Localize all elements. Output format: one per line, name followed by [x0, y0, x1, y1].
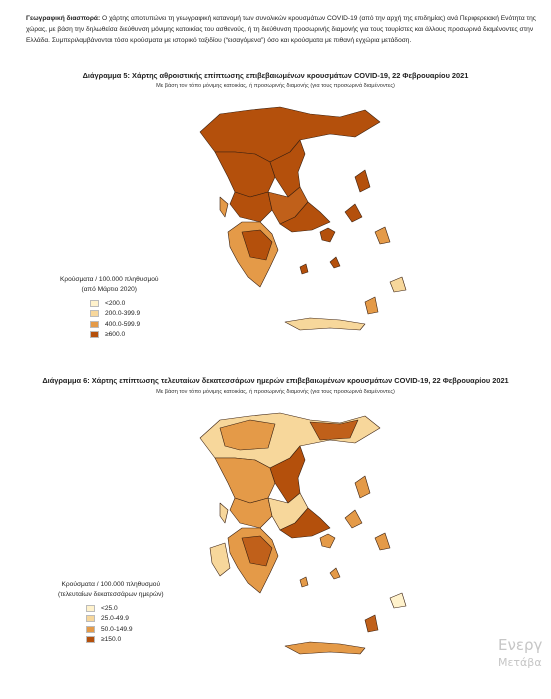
map-region [320, 534, 335, 548]
intro-paragraph [26, 14, 546, 46]
map-region [330, 568, 340, 579]
activation-watermark [498, 636, 542, 671]
map-region [320, 228, 335, 242]
figure6-legend [58, 580, 164, 645]
map-region [230, 192, 272, 222]
map-region [220, 197, 228, 217]
map-region [355, 476, 370, 498]
legend-title: Κρούσματα / 100.000 πληθυσμού [60, 276, 159, 283]
map-region [365, 297, 378, 314]
greece-map-cumulative [180, 92, 420, 332]
intro-text: Ο χάρτης αποτυπώνει τη γεωγραφική κατανομή των συνολικών κρουσμάτων COVID-19 (από την αρχή της επιδημίας) ανά Περιφερειακή Ενότητα της χώρας, με βάση την δηλωθείσα διεύθυνση μόνιμης κατοικίας του ασθενούς, ή τη διεύθυνση προσωρινής διαμονής για τους τουρίστες και άλλους προσωρινά διαμένοντες στην Ελλάδα. Συμπεριλαμβάνονται τόσο κρούσματα με ιστορικό ταξιδίου (“εισαγόμενα”) όσο και κρούσματα με πιθανή εγχώρια μετάδοση. [26, 15, 536, 44]
legend-subtitle: (τελευταίων δεκατεσσάρων ημερών) [58, 591, 164, 598]
map-region [285, 318, 365, 330]
legend-subtitle: (από Μάρτιο 2020) [81, 286, 137, 293]
figure5-subtitle: Με βάση τον τόπο μόνιμης κατοικίας, ή προσωρινής διαμονής (για τους προσωρινά διαμένοντες) [156, 83, 395, 89]
legend-item [90, 309, 159, 320]
legend-label: <200.0 [105, 299, 126, 307]
watermark-line2: Μετάβα [498, 656, 542, 669]
intro-lead: Γεωγραφική διασπορά: [26, 15, 101, 22]
legend-label: 25.0-49.9 [101, 615, 129, 623]
figure5-title: Διάγραμμα 5: Χάρτης αθροιστικής επίπτωσης επιβεβαιωμένων κρουσμάτων COVID-19, 22 Φεβρουαρίου 2021 [82, 71, 469, 80]
map-region [230, 498, 272, 528]
map-region [390, 277, 406, 292]
legend-swatch [86, 626, 95, 633]
map-region [345, 204, 362, 222]
legend-label: 400.0-599.9 [105, 320, 141, 328]
legend-item [90, 319, 159, 330]
legend-item [86, 603, 164, 614]
legend-item [86, 624, 164, 635]
legend-swatch [90, 300, 99, 307]
legend-label: 200.0-399.9 [105, 310, 141, 318]
legend-swatch [86, 605, 95, 612]
map-region [390, 593, 406, 608]
greece-map-14day [180, 398, 420, 660]
figure5-legend [60, 275, 159, 340]
legend-item [90, 330, 159, 341]
legend-item [90, 298, 159, 309]
watermark-line1: Ενεργ [498, 636, 543, 654]
legend-title: Κρούσματα / 100.000 πληθυσμού [61, 581, 161, 588]
map-region [210, 543, 230, 576]
legend-label: ≥150.0 [101, 636, 122, 644]
legend-label: ≥600.0 [105, 331, 126, 339]
map-region [300, 264, 308, 274]
map-region [375, 533, 390, 550]
figure6-title: Διάγραμμα 6: Χάρτης επίπτωσης τελευταίων δεκατεσσάρων ημερών επιβεβαιωμένων κρουσμάτων COVID-19, 22 Φεβρουαρίου 2021 [42, 376, 509, 385]
legend-swatch [90, 321, 99, 328]
map-region [375, 227, 390, 244]
map-region [365, 615, 378, 632]
map-region [330, 257, 340, 268]
legend-swatch [90, 310, 99, 317]
legend-label: 50.0-149.9 [101, 625, 133, 633]
map-region [345, 510, 362, 528]
legend-label: <25.0 [101, 604, 118, 612]
map-region [300, 577, 308, 587]
legend-swatch [86, 636, 95, 643]
map-region [220, 503, 228, 523]
legend-item [86, 614, 164, 625]
map-region [285, 642, 365, 654]
legend-item [86, 635, 164, 646]
map-region [355, 170, 370, 192]
legend-swatch [86, 615, 95, 622]
figure6-subtitle: Με βάση τον τόπο μόνιμης κατοικίας, ή προσωρινής διαμονής (για τους προσωρινά διαμένοντες) [156, 389, 395, 395]
legend-swatch [90, 331, 99, 338]
